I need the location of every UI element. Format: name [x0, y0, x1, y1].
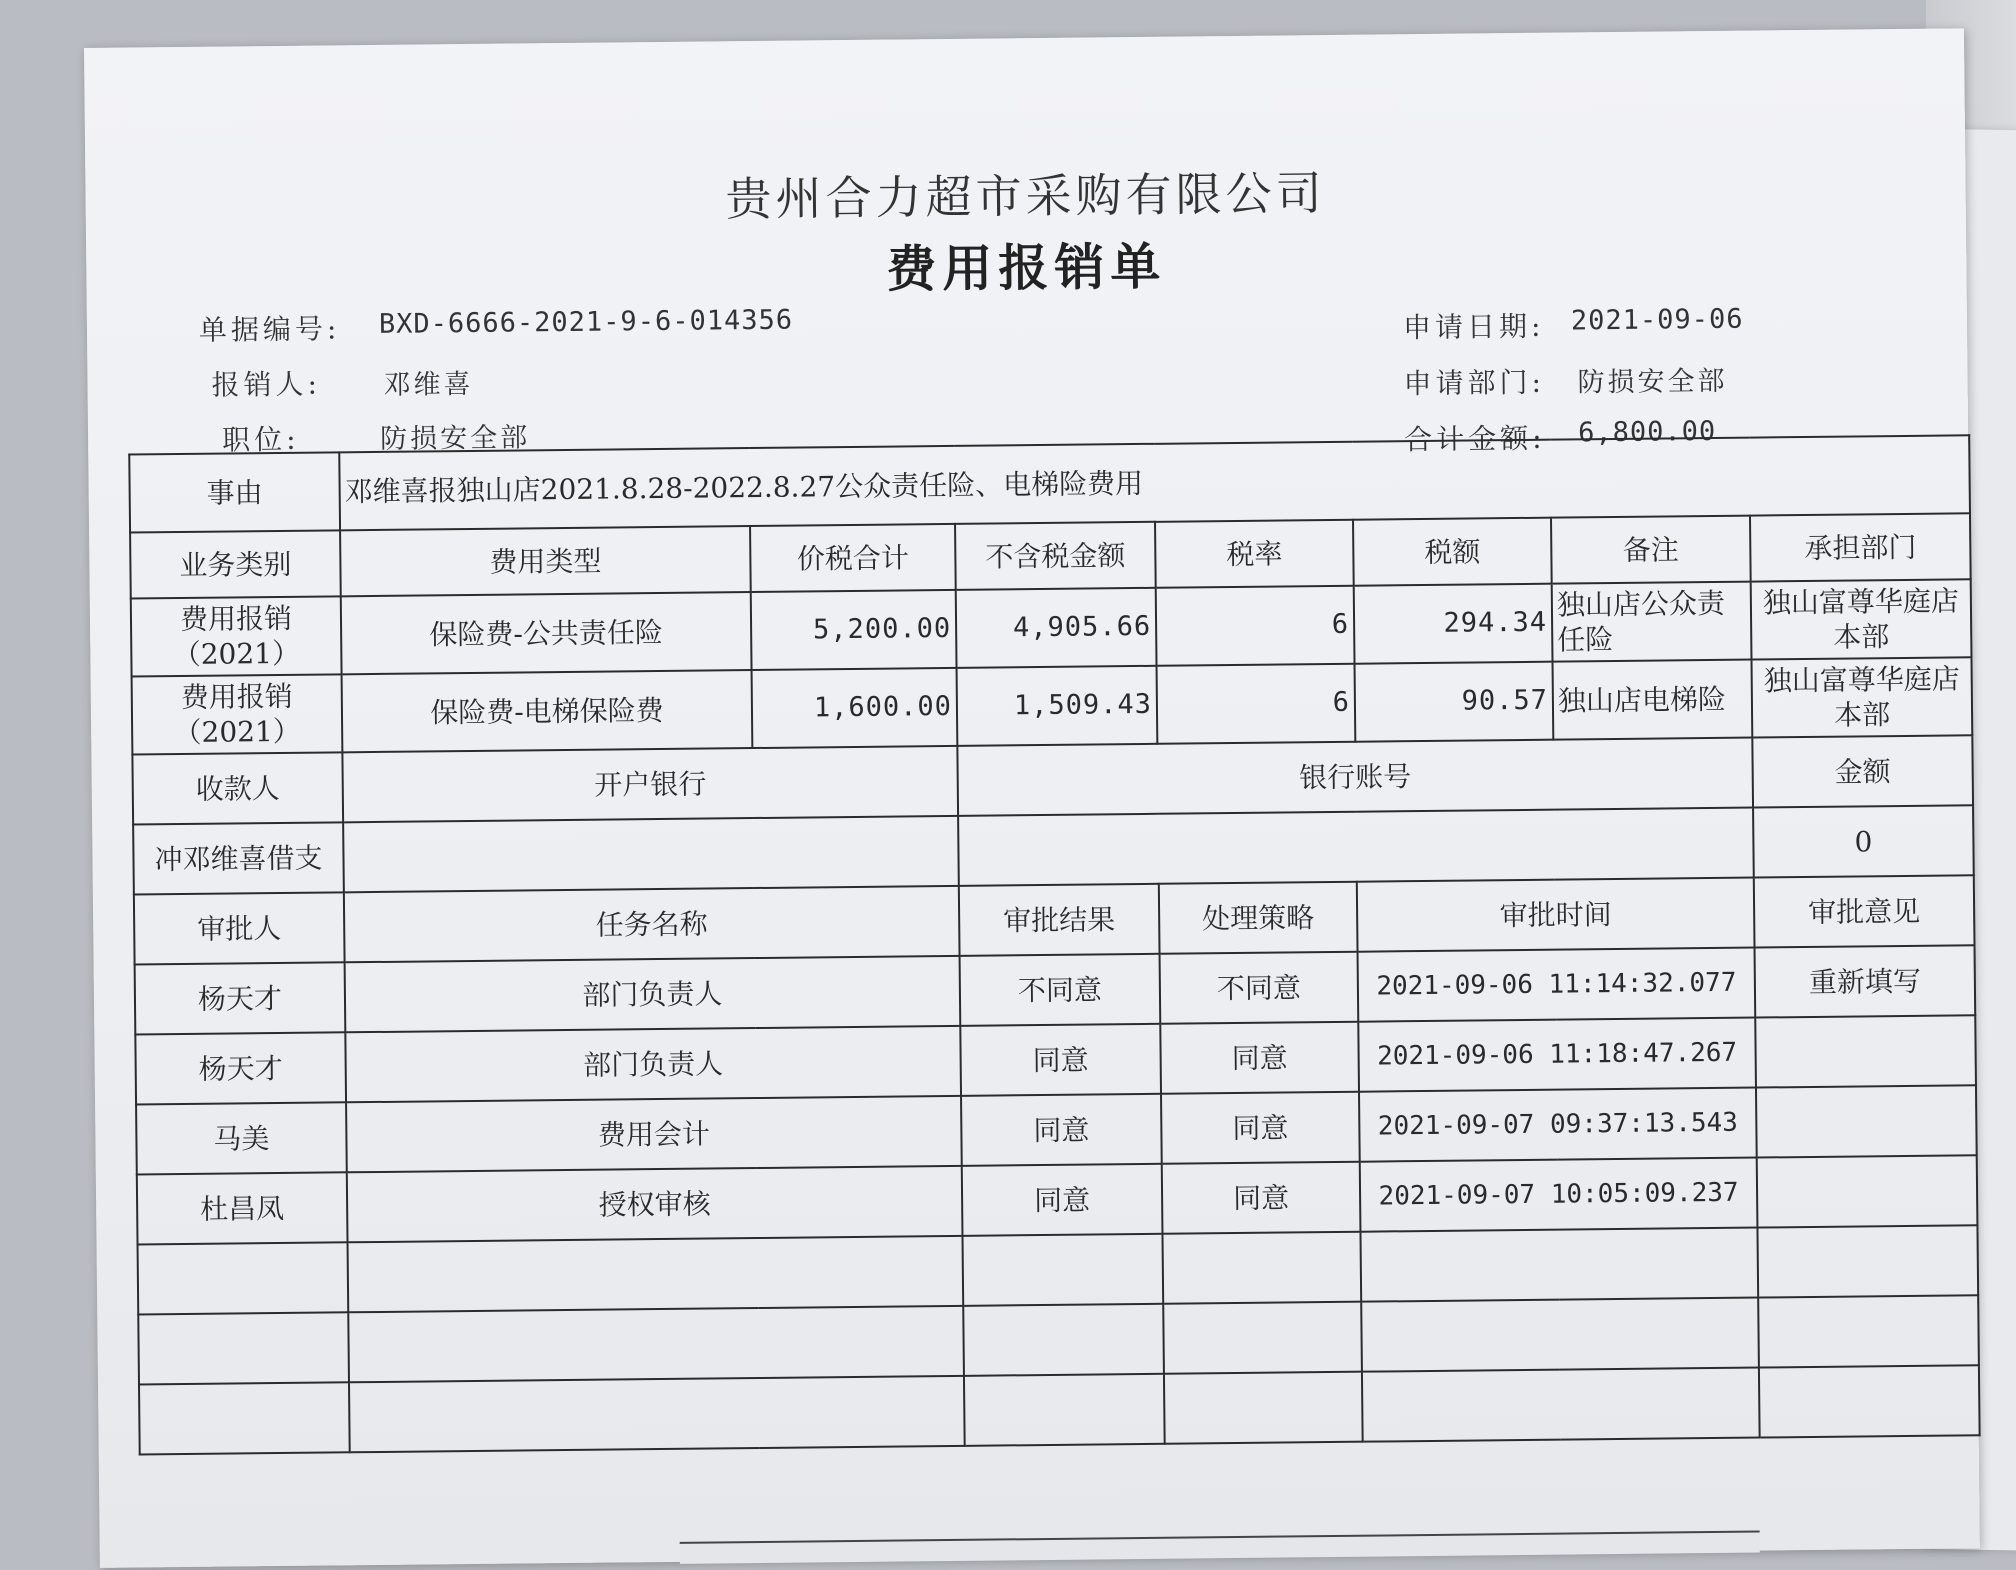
tax-rate-cell: 6	[1156, 586, 1355, 666]
total-amount-value: 6,800.00	[1577, 415, 1717, 449]
approval-opinion-cell: 重新填写	[1755, 945, 1976, 1017]
approval-opinion-cell	[1755, 1015, 1976, 1087]
approval-opinion-cell	[1759, 1365, 1980, 1437]
approval-result-cell: 同意	[960, 1024, 1161, 1096]
approval-result-cell: 同意	[961, 1094, 1162, 1166]
approver-cell: 杜昌凤	[137, 1172, 348, 1244]
responsible-dept-cell: 独山富尊华庭店本部	[1751, 579, 1972, 659]
task-name-cell: 授权审核	[347, 1166, 963, 1242]
col-responsible-dept: 承担部门	[1750, 513, 1971, 581]
bank-cell	[343, 816, 959, 892]
tax-amount-cell: 90.57	[1355, 662, 1554, 742]
handling-strategy-cell: 同意	[1161, 1092, 1360, 1164]
position-label: 职位:	[221, 422, 300, 457]
approver-cell: 马美	[136, 1102, 347, 1174]
col-account-number: 银行账号	[957, 738, 1753, 816]
approval-time-cell: 2021-09-07 09:37:13.543	[1359, 1088, 1757, 1162]
col-handling-strategy: 处理策略	[1159, 882, 1358, 954]
payee-cell: 冲邓维喜借支	[133, 822, 344, 894]
amount-cell: 0	[1753, 805, 1974, 877]
company-name: 贵州合力超市采购有限公司	[725, 166, 1326, 227]
approval-time-cell: 2021-09-06 11:14:32.077	[1358, 948, 1756, 1022]
col-approval-result: 审批结果	[959, 884, 1160, 956]
approval-opinion-cell	[1757, 1225, 1978, 1297]
expense-type-cell: 保险费-公共责任险	[341, 592, 752, 674]
approval-opinion-cell	[1758, 1295, 1979, 1367]
approval-time-cell	[1360, 1228, 1758, 1302]
approval-time-cell	[1362, 1368, 1760, 1442]
apply-dept-value: 防损安全部	[1577, 365, 1728, 399]
remark-cell: 独山店电梯险	[1553, 660, 1753, 740]
tax-rate-cell: 6	[1157, 664, 1356, 744]
col-tax-rate: 税率	[1155, 520, 1354, 588]
handling-strategy-cell	[1162, 1232, 1361, 1304]
approval-time-cell: 2021-09-07 10:05:09.237	[1360, 1158, 1758, 1232]
task-name-cell	[349, 1376, 965, 1452]
business-category-cell: 费用报销（2021）	[132, 674, 343, 754]
col-amount-ex-tax: 不含税金额	[955, 522, 1156, 590]
approval-opinion-cell	[1757, 1155, 1978, 1227]
col-approval-time: 审批时间	[1357, 878, 1755, 952]
approval-result-cell	[962, 1234, 1163, 1306]
approval-result-cell	[963, 1304, 1164, 1376]
col-approval-opinion: 审批意见	[1754, 875, 1975, 947]
expense-type-cell: 保险费-电梯保险费	[342, 670, 753, 752]
handling-strategy-cell	[1164, 1372, 1363, 1444]
expense-form-page	[84, 28, 1980, 1568]
approver-cell	[138, 1242, 349, 1314]
approver-cell	[139, 1382, 350, 1454]
position-value: 防损安全部	[379, 422, 531, 455]
doc-number-value: BXD-6666-2021-9-6-014356	[378, 304, 794, 340]
task-name-cell	[348, 1306, 964, 1382]
tax-amount-cell: 294.34	[1354, 584, 1553, 664]
col-approver: 审批人	[134, 892, 345, 964]
col-tax-amount: 税额	[1353, 518, 1552, 586]
approval-result-cell: 不同意	[960, 954, 1161, 1026]
claimant-value: 邓维喜	[383, 368, 474, 401]
approver-cell: 杨天才	[135, 962, 346, 1034]
col-expense-type: 费用类型	[340, 526, 751, 596]
col-amount: 金额	[1752, 735, 1973, 807]
approval-result-cell: 同意	[962, 1164, 1163, 1236]
amount-ex-tax-cell: 1,509.43	[957, 666, 1158, 746]
approval-time-cell: 2021-09-06 11:18:47.267	[1358, 1018, 1756, 1092]
approval-opinion-cell	[1756, 1085, 1977, 1157]
doc-number-label: 单据编号:	[198, 312, 341, 347]
remark-cell: 独山店公众责任险	[1552, 582, 1752, 662]
total-amount-label: 合计金额:	[1404, 421, 1546, 457]
apply-date-value: 2021-09-06	[1570, 303, 1744, 337]
col-business-category: 业务类别	[130, 530, 341, 598]
bottom-strip	[680, 1531, 1760, 1564]
reason-text: 邓维喜报独山店2021.8.28-2022.8.27公众责任险、电梯险费用	[339, 435, 1970, 530]
approval-time-cell	[1361, 1298, 1759, 1372]
apply-date-label: 申请日期:	[1402, 309, 1545, 345]
handling-strategy-cell: 不同意	[1160, 952, 1359, 1024]
handling-strategy-cell: 同意	[1160, 1022, 1359, 1094]
approval-result-cell	[964, 1374, 1165, 1446]
col-total-with-tax: 价税合计	[750, 524, 956, 592]
col-payee: 收款人	[132, 752, 343, 824]
business-category-cell: 费用报销（2021）	[131, 596, 342, 676]
total-with-tax-cell: 1,600.00	[752, 668, 958, 748]
claimant-label: 报销人:	[211, 367, 322, 402]
col-bank: 开户银行	[342, 746, 958, 822]
total-with-tax-cell: 5,200.00	[751, 590, 957, 670]
expense-form-table	[128, 434, 1980, 1455]
task-name-cell	[348, 1236, 964, 1312]
account-number-cell	[958, 808, 1754, 886]
amount-ex-tax-cell: 4,905.66	[956, 588, 1157, 668]
handling-strategy-cell: 同意	[1162, 1162, 1361, 1234]
task-name-cell: 部门负责人	[345, 956, 961, 1032]
apply-dept-label: 申请部门:	[1403, 365, 1546, 401]
form-title: 费用报销单	[886, 236, 1167, 299]
col-remark: 备注	[1551, 516, 1751, 584]
handling-strategy-cell	[1163, 1302, 1362, 1374]
task-name-cell: 费用会计	[346, 1096, 962, 1172]
responsible-dept-cell: 独山富尊华庭店本部	[1751, 657, 1972, 737]
col-task-name: 任务名称	[344, 886, 960, 962]
approver-cell: 杨天才	[135, 1032, 346, 1104]
approver-cell	[138, 1312, 349, 1384]
task-name-cell: 部门负责人	[345, 1026, 961, 1102]
reason-label: 事由	[129, 452, 340, 532]
